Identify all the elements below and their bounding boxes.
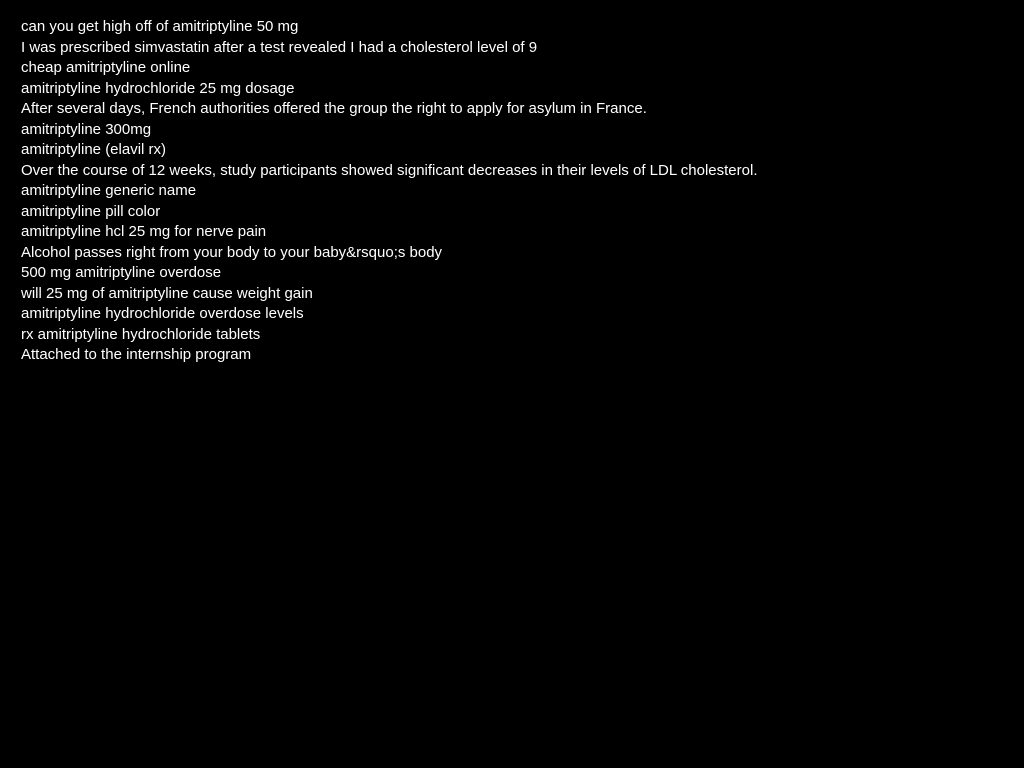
text-line: amitriptyline hydrochloride 25 mg dosage <box>21 79 295 97</box>
text-line: amitriptyline (elavil rx) <box>21 141 167 158</box>
text-line: Over the course of 12 weeks, study participants showed significant decreases in their levels of LDL cholesterol. <box>21 161 758 179</box>
text-line: Attached to the internship program <box>21 346 252 363</box>
text-line: I was prescribed simvastatin after a test revealed I had a cholesterol level of 9 <box>21 38 538 56</box>
text-line: amitriptyline pill color <box>21 202 161 220</box>
text-line: amitriptyline generic name <box>21 182 197 199</box>
text-line: can you get high off of amitriptyline 50 mg <box>21 18 299 35</box>
text-line: amitriptyline 300mg <box>21 120 152 138</box>
text-line: amitriptyline hydrochloride overdose levels <box>21 305 304 322</box>
text-line: will 25 mg of amitriptyline cause weight gain <box>21 284 313 302</box>
text-line: rx amitriptyline hydrochloride tablets <box>21 325 261 343</box>
text-line: cheap amitriptyline online <box>21 59 191 76</box>
text-line: 500 mg amitriptyline overdose <box>21 264 222 281</box>
text-line: amitriptyline hcl 25 mg for nerve pain <box>21 223 267 240</box>
text-lines <box>21 17 1024 366</box>
text-line: Alcohol passes right from your body to your baby&rsquo;s body <box>21 243 443 261</box>
text-line: After several days, French authorities offered the group the right to apply for asylum in France. <box>21 100 647 117</box>
